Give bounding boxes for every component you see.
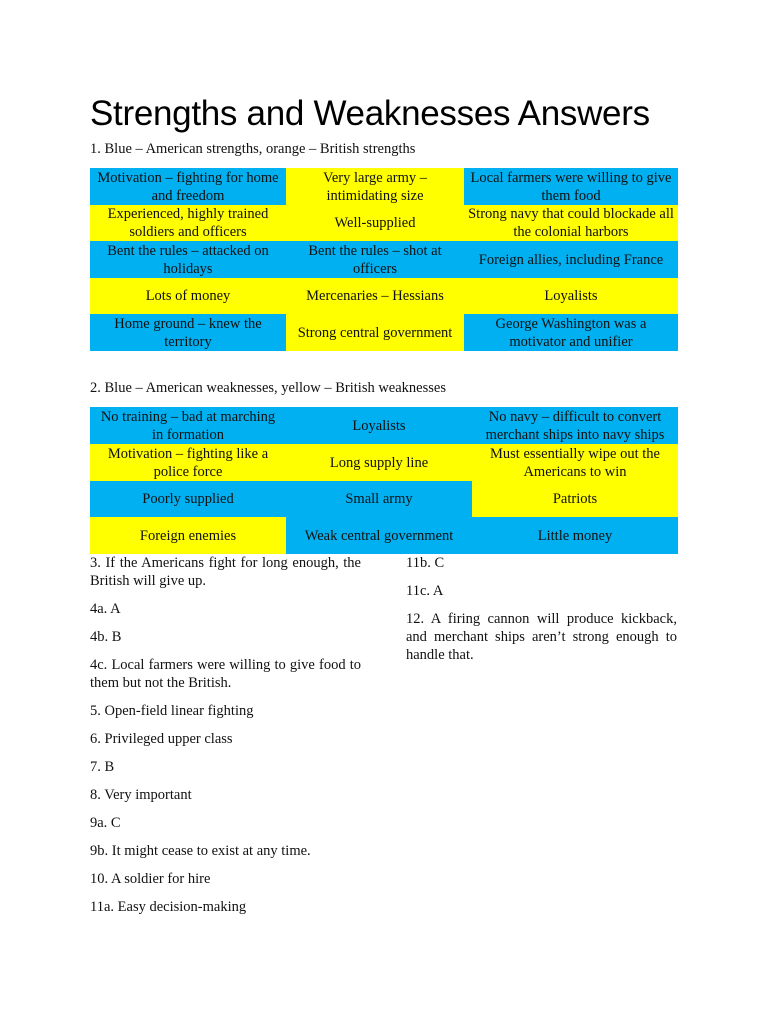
table-cell: Bent the rules – attacked on holidays [90,241,286,278]
table-cell: George Washington was a motivator and unifier [464,314,678,351]
answer-item: 11b. C [406,555,445,571]
table-cell: Small army [286,481,472,517]
answer-item: 3. If the Americans fight for long enough, the British will give up. [90,555,361,589]
answer-item: 11a. Easy decision-making [90,899,247,915]
answer-item: 4a. A [90,601,121,617]
table-cell: Loyalists [464,278,678,314]
section2-caption: 2. Blue – American weaknesses, yellow – British weaknesses [90,380,446,396]
table-cell: Weak central government [286,517,472,554]
table-cell: Strong navy that could blockade all the colonial harbors [464,205,678,241]
table-cell: Lots of money [90,278,286,314]
table-cell: Motivation – fighting like a police force [90,444,286,481]
table-cell: Patriots [472,481,678,517]
answer-item: 5. Open-field linear fighting [90,703,254,719]
strengths-row [90,205,678,241]
answer-item: 4b. B [90,629,122,645]
section1-caption: 1. Blue – American strengths, orange – British strengths [90,141,416,157]
answer-item: 10. A soldier for hire [90,871,211,887]
answer-item: 6. Privileged upper class [90,731,233,747]
page-title: Strengths and Weaknesses Answers [90,94,650,133]
strengths-row [90,278,678,314]
strengths-table [90,168,678,351]
answer-item: 11c. A [406,583,444,599]
weaknesses-table [90,407,678,554]
table-cell: Loyalists [286,407,472,444]
table-cell: Must essentially wipe out the Americans to win [472,444,678,481]
weaknesses-row [90,407,678,444]
answer-item: 7. B [90,759,115,775]
table-cell: Foreign allies, including France [464,241,678,278]
table-cell: Motivation – fighting for home and freedom [90,168,286,205]
weaknesses-row [90,481,678,517]
answer-item: 12. A firing cannon will produce kickback, and merchant ships aren’t strong enough to handle that. [406,611,677,663]
table-cell: Very large army – intimidating size [286,168,464,205]
answers-left-column [90,554,361,926]
answer-item: 4c. Local farmers were willing to give food to them but not the British. [90,657,361,691]
strengths-row [90,314,678,351]
table-cell: No training – bad at marching in formation [90,407,286,444]
strengths-row [90,241,678,278]
table-cell: Home ground – knew the territory [90,314,286,351]
answer-item: 9a. C [90,815,121,831]
answer-item: 9b. It might cease to exist at any time. [90,843,311,859]
table-cell: Bent the rules – shot at officers [286,241,464,278]
table-cell: No navy – difficult to convert merchant ships into navy ships [472,407,678,444]
weaknesses-row [90,517,678,554]
strengths-row [90,168,678,205]
table-cell: Long supply line [286,444,472,481]
answer-item: 8. Very important [90,787,192,803]
table-cell: Experienced, highly trained soldiers and officers [90,205,286,241]
table-cell: Foreign enemies [90,517,286,554]
table-cell: Mercenaries – Hessians [286,278,464,314]
answers-right-column [406,554,677,674]
table-cell: Poorly supplied [90,481,286,517]
table-cell: Strong central government [286,314,464,351]
table-cell: Well-supplied [286,205,464,241]
table-cell: Little money [472,517,678,554]
weaknesses-row [90,444,678,481]
table-cell: Local farmers were willing to give them food [464,168,678,205]
